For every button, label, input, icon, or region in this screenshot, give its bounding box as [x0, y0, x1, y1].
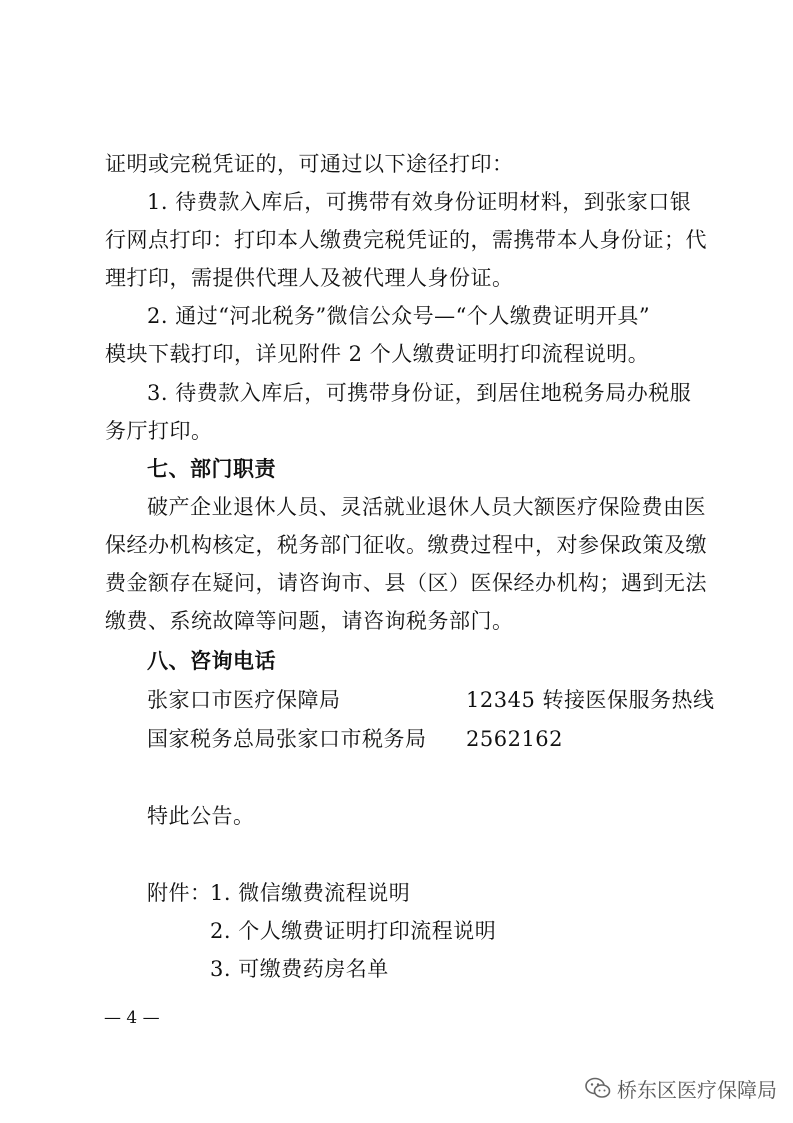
body-line: 证明或完税凭证的，可通过以下途径打印： — [105, 152, 514, 176]
section7-line: 保经办机构核定，税务部门征收。缴费过程中，对参保政策及缴 — [105, 533, 707, 557]
watermark-text: 桥东区医疗保障局 — [617, 1077, 777, 1102]
body-line: 理打印，需提供代理人及被代理人身份证。 — [105, 266, 514, 290]
attachment-item: 1. 微信缴费流程说明 — [210, 881, 411, 905]
contact-phone: 2562162 — [466, 727, 564, 751]
closing-text: 特此公告。 — [147, 804, 255, 828]
body-line: 1. 待费款入库后，可携带有效身份证明材料，到张家口银 — [147, 190, 692, 214]
body-line: 行网点打印：打印本人缴费完税凭证的，需携带本人身份证；代 — [105, 228, 707, 252]
section7-line: 费金额存在疑问，请咨询市、县（区）医保经办机构；遇到无法 — [105, 571, 707, 595]
body-line: 2. 通过“河北税务”微信公众号—“个人缴费证明开具” — [147, 304, 651, 328]
watermark — [585, 1073, 777, 1103]
attachment-item: 2. 个人缴费证明打印流程说明 — [210, 919, 497, 943]
section7-line: 缴费、系统故障等问题，请咨询税务部门。 — [105, 609, 514, 633]
attachments-label: 附件： — [147, 881, 212, 905]
section-heading-contact: 八、咨询电话 — [147, 649, 276, 673]
contact-name: 张家口市医疗保障局 — [147, 688, 341, 712]
attachment-item: 3. 可缴费药房名单 — [210, 957, 389, 981]
wechat-icon — [585, 1077, 611, 1099]
body-line: 务厅打印。 — [105, 419, 213, 443]
section7-line: 破产企业退休人员、灵活就业退休人员大额医疗保险费由医 — [147, 495, 706, 519]
contact-name: 国家税务总局张家口市税务局 — [147, 727, 427, 751]
section-heading-duties: 七、部门职责 — [147, 457, 276, 481]
page-number: — 4 — — [104, 1008, 160, 1028]
contact-phone: 12345 转接医保服务热线 — [466, 688, 715, 712]
body-line: 3. 待费款入库后，可携带身份证，到居住地税务局办税服 — [147, 381, 692, 405]
body-line: 模块下载打印，详见附件 2 个人缴费证明打印流程说明。 — [105, 342, 650, 366]
